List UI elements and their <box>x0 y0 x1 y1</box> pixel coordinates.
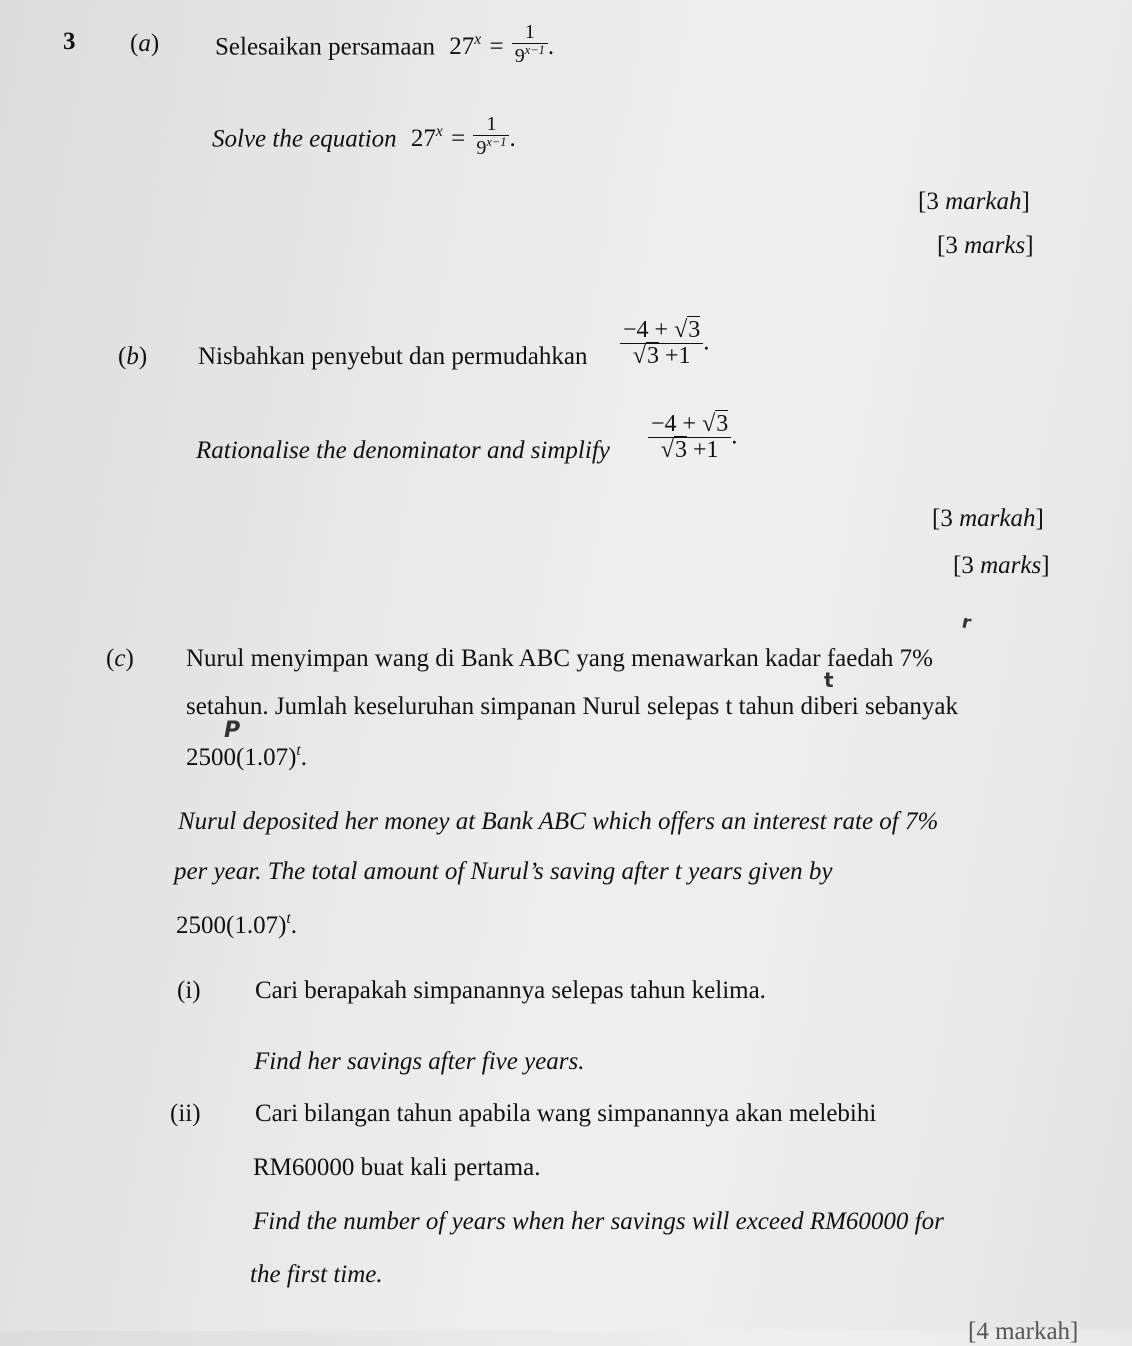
part-c-i-label: (i) <box>177 977 201 1004</box>
question-number: 3 <box>63 28 76 55</box>
part-c-ii-label: (ii) <box>170 1100 201 1127</box>
part-a-marks-en: [3 marks] <box>937 232 1034 259</box>
part-c-en-formula: $2500(1.07)^t$. <box>176 910 297 940</box>
part-c-i-text-en: Find her savings after five years. <box>254 1048 585 1075</box>
part-a-marks-ms: [3 markah] <box>918 188 1030 215</box>
part-b-text-ms: Nisbahkan penyebut dan permudahkan <box>198 343 588 370</box>
part-b-marks-en: [3 marks] <box>953 552 1050 579</box>
part-a-equation-en: 27$^x$ = $\frac{1}{9^{x-1}}$ . <box>410 113 516 160</box>
pencil-mark-r: r <box>959 611 973 634</box>
part-c-ii-text-ms-line-1: Cari bilangan tahun apabila wang simpanannya akan melebihi <box>255 1100 877 1127</box>
part-b-text-en: Rationalise the denominator and simplify <box>196 437 610 464</box>
part-c-ms-line-1: Nurul menyimpan wang di Bank ABC yang menawarkan kadar faedah 7% <box>186 645 934 672</box>
part-b-fraction-ms: $\frac{-4 + √3}{√3 +1}$ . <box>620 318 710 369</box>
part-c-ii-text-ms-line-2: RM60000 buat kali pertama. <box>253 1154 541 1181</box>
part-c-ms-formula: $2500(1.07)^t$. <box>186 742 307 772</box>
part-c-label: (c) <box>106 645 134 672</box>
part-c-ms-line-2: setahun. Jumlah keseluruhan simpanan Nurul selepas t tahun diberi sebanyak <box>186 693 959 720</box>
part-b-question-en <box>196 437 610 465</box>
part-a-text-en: Solve the equation <box>212 125 397 153</box>
part-c-ii-text-en-line-1: Find the number of years when her savings will exceed RM60000 for <box>253 1208 944 1235</box>
part-b-marks-ms: [3 markah] <box>932 505 1044 532</box>
part-c-i-text-ms: Cari berapakah simpanannya selepas tahun kelima. <box>255 977 766 1004</box>
part-a-question-ms <box>215 21 555 68</box>
part-a-question-en <box>212 113 516 160</box>
part-c-en-line-1: Nurul deposited her money at Bank ABC which offers an interest rate of 7% <box>178 808 939 835</box>
part-a-equation-ms: 27$^x$ = $\frac{1}{9^{x-1}}$ . <box>449 21 555 68</box>
pencil-mark-p: P <box>224 718 241 743</box>
part-b-fraction-en: $\frac{-4 + √3}{√3 +1}$ . <box>648 412 738 463</box>
part-a-text-ms: Selesaikan persamaan <box>215 33 436 61</box>
pencil-mark-t: t <box>824 668 834 692</box>
part-b-label: (b) <box>118 343 148 370</box>
part-c-en-line-2: per year. The total amount of Nurul’s saving after t years given by <box>174 858 833 885</box>
part-b-question-ms <box>198 343 587 371</box>
part-a-label: (a) <box>130 30 160 57</box>
part-c-ii-text-en-line-2: the first time. <box>250 1261 383 1288</box>
part-c-marks-ms: [4 markah] <box>968 1318 1079 1345</box>
